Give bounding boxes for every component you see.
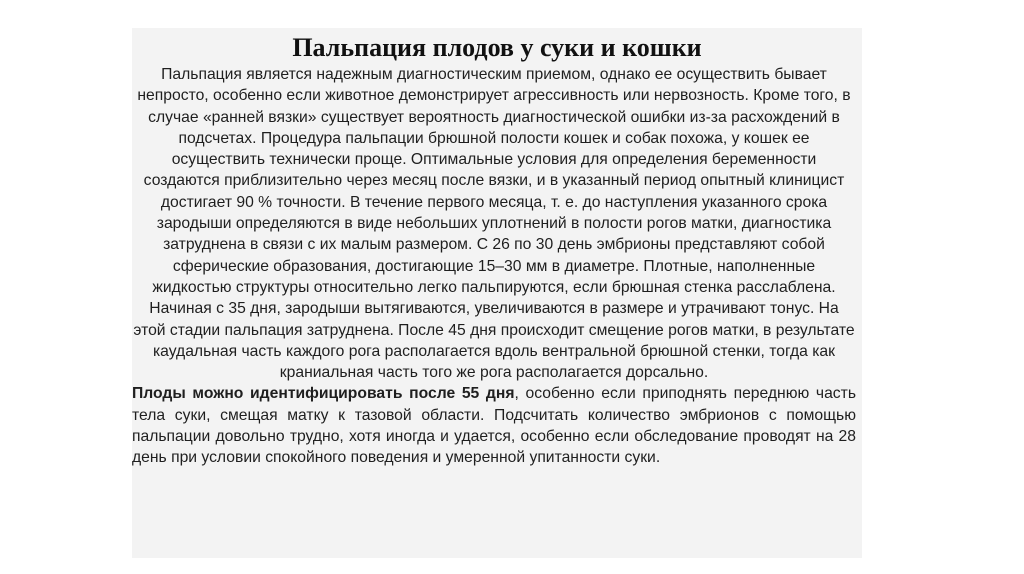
main-paragraph: Пальпация является надежным диагностическим приемом, однако ее осуществить бывает непросто, особенно если животное демонстрирует агрессивность или нервозность. Кроме того, в случае «ранней вязки» существует вероятность диагностической ошибки из-за расхождений в подсчетах. Процедура пальпации брюшной полости кошек и собак похожа, у кошек ее осуществить технически проще. Оптимальные условия для определения беременности создаются приблизительно через месяц после вязки, и в указанный период опытный клиницист достигает 90 % точности. В течение первого месяца, т. е. до наступления указанного срока зародыши определяются в виде небольших уплотнений в полости рогов матки, диагностика затруднена в связи с их малым размером. С 26 по 30 день эмбрионы представляют собой сферические образования, достигающие 15–30 мм в диаметре. Плотные, наполненные жидкостью структуры относительно легко пальпируются, если брюшная стенка расслаблена. Начиная с 35 дня, зародыши вытягиваются, увеличиваются в размере и утрачивают тонус. На этой стадии пальпация затруднена. После 45 дня происходит смещение рогов матки, в результате каудальная часть каждого рога располагается вдоль вентральной брюшной стенки, тогда как краниальная часть того же рога располагается дорсально. [133, 66, 855, 382]
slide-title: Пальпация плодов у суки и кошки [292, 33, 702, 62]
final-paragraph [132, 383, 862, 468]
slide-content-area [132, 28, 862, 558]
bold-lead-text: Плоды можно идентифицировать после 55 дня [132, 385, 515, 403]
final-paragraph-text: , особенно если приподнять переднюю часть тела суки, смещая матку к тазовой области. Подсчитать количество эмбрионов с помощью пальпации довольно трудно, хотя иногда и удается, особенно если обследование проводят на 28 день при условии спокойного поведения и умеренной упитанности суки. [132, 385, 856, 467]
